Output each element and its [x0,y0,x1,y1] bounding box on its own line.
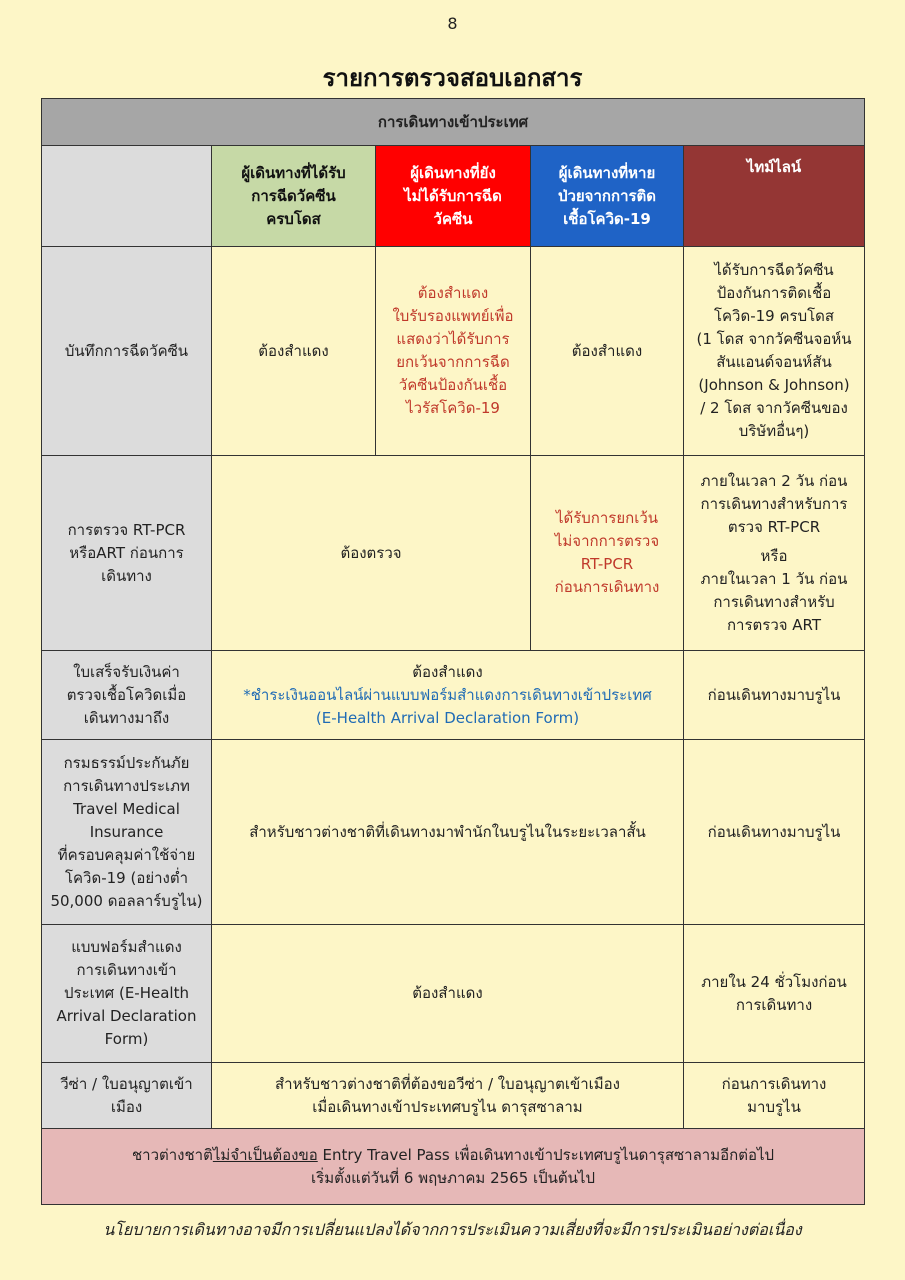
vaccine-record-recovered: ต้องสำแดง [531,247,684,456]
header-timeline: ไทม์ไลน์ [684,146,865,247]
header-blank-cell [42,146,212,247]
row-label-receipt: ใบเสร็จรับเงินค่า ตรวจเชื้อโควิดเมื่อ เดินทางมาถึง [42,651,212,740]
rt-pcr-required: ต้องตรวจ [212,456,531,651]
header-vaccinated: ผู้เดินทางที่ได้รับ การฉีดวัคซีน ครบโดส [212,146,376,247]
section-header: การเดินทางเข้าประเทศ [42,99,865,146]
policy-change-note: นโยบายการเดินทางอาจมีการเปลี่ยนแปลงได้จากการประเมินความเสี่ยงที่จะมีการประเมินอย่างต่อเนื่อง [103,1220,802,1239]
header-unvaccinated: ผู้เดินทางที่ยัง ไม่ได้รับการฉีด วัคซีน [376,146,531,247]
vaccine-record-vaccinated: ต้องสำแดง [212,247,376,456]
receipt-value: ต้องสำแดง *ชำระเงินออนไลน์ผ่านแบบฟอร์มสำแดงการเดินทางเข้าประเทศ (E-Health Arrival Declaration Form) [212,651,684,740]
vaccine-record-timeline: ได้รับการฉีดวัคซีน ป้องกันการติดเชื้อ โควิด-19 ครบโดส (1 โดส จากวัคซีนจอห์น สันแอนด์จอนห์สัน (Johnson & Johnson) / 2 โดส จากวัคซีนของ บริษัทอื่นๆ) [684,247,865,456]
visa-value: สำหรับชาวต่างชาติที่ต้องขอวีซ่า / ใบอนุญาตเข้าเมือง เมื่อเดินทางเข้าประเทศบรูไน ดารุสซาลาม [212,1063,684,1129]
notice-underlined-text: ไม่จำเป็นต้องขอ [212,1145,318,1164]
row-label-visa: วีซ่า / ใบอนุญาตเข้า เมือง [42,1063,212,1129]
row-label-declaration: แบบฟอร์มสำแดง การเดินทางเข้า ประเทศ (E-Health Arrival Declaration Form) [42,925,212,1063]
header-recovered: ผู้เดินทางที่หาย ป่วยจากการติด เชื้อโควิด-19 [531,146,684,247]
rt-pcr-recovered: ได้รับการยกเว้น ไม่จากการตรวจ RT-PCR ก่อนการเดินทาง [531,456,684,651]
document-checklist-table [41,98,865,1205]
page-number: 8 [447,14,458,33]
rt-pcr-timeline: ภายในเวลา 2 วัน ก่อน การเดินทางสำหรับการ ตรวจ RT-PCR หรือ ภายในเวลา 1 วัน ก่อน การเดินทางสำหรับ การตรวจ ART [684,456,865,651]
visa-timeline: ก่อนการเดินทาง มาบรูไน [684,1063,865,1129]
entry-travel-pass-notice: ชาวต่างชาติไม่จำเป็นต้องขอ Entry Travel Pass เพื่อเดินทางเข้าประเทศบรูไนดารุสซาลามอีกต่อไป เริ่มตั้งแต่วันที่ 6 พฤษภาคม 2565 เป็นต้นไป [42,1129,865,1205]
insurance-timeline: ก่อนเดินทางมาบรูไน [684,740,865,925]
receipt-payment-note: *ชำระเงินออนไลน์ผ่านแบบฟอร์มสำแดงการเดินทางเข้าประเทศ [243,685,652,704]
vaccine-record-unvaccinated: ต้องสำแดง ใบรับรองแพทย์เพื่อ แสดงว่าได้รับการ ยกเว้นจากการฉีด วัคซีนป้องกันเชื้อ ไวรัสโควิด-19 [376,247,531,456]
document-title: รายการตรวจสอบเอกสาร [322,64,583,92]
row-label-insurance: กรมธรรม์ประกันภัย การเดินทางประเภท Travel Medical Insurance ที่ครอบคลุมค่าใช้จ่าย โควิด-19 (อย่างต่ำ 50,000 ดอลลาร์บรูไน) [42,740,212,925]
receipt-timeline: ก่อนเดินทางมาบรูไน [684,651,865,740]
row-label-vaccine-record: บันทึกการฉีดวัคซีน [42,247,212,456]
declaration-value: ต้องสำแดง [212,925,684,1063]
insurance-value: สำหรับชาวต่างชาติที่เดินทางมาพำนักในบรูไนในระยะเวลาสั้น [212,740,684,925]
declaration-timeline: ภายใน 24 ชั่วโมงก่อน การเดินทาง [684,925,865,1063]
row-label-rt-pcr: การตรวจ RT-PCR หรือART ก่อนการ เดินทาง [42,456,212,651]
receipt-form-name: (E-Health Arrival Declaration Form) [315,708,580,727]
